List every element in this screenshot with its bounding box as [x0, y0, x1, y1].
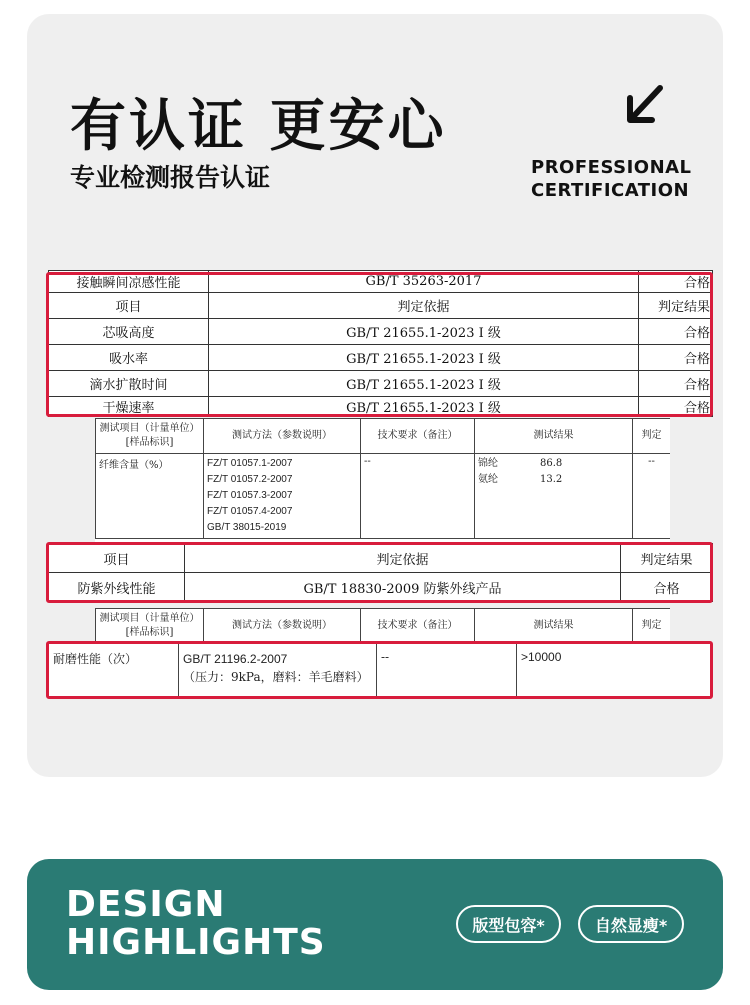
table-row: 芯吸高度 GB/T 21655.1-2023 I 级 合格	[49, 319, 713, 345]
highlight-box-uv	[46, 542, 713, 603]
table-row: 接触瞬间凉感性能 GB/T 35263-2017 合格	[49, 271, 713, 293]
highlight-box-abrasion	[46, 641, 713, 699]
arrow-down-left-icon	[620, 80, 670, 130]
table-row: 纤维含量（%） FZ/T 01057.1-2007 FZ/T 01057.2-2007 FZ/T 01057.3-2007 FZ/T 01057.4-2007 GB/T 38015-2019 -- 锦纶 86.8 氨纶 13.2 --	[96, 454, 671, 539]
table-header-row: 项目 判定依据 判定结果	[49, 293, 713, 319]
table-row: 防紫外线性能 GB/T 18830-2009 防紫外线产品 合格	[49, 573, 713, 602]
table-row: 干燥速率 GB/T 21655.1-2023 I 级 合格	[49, 397, 713, 417]
fiber-content-report	[95, 418, 670, 544]
tag-inclusive-fit: 版型包容*	[456, 905, 561, 943]
page-headline: 有认证 更安心	[70, 94, 447, 159]
table-row: 耐磨性能（次） GB/T 21196.2-2007 （压力：9kPa，磨料：羊毛磨料） -- >10000	[49, 644, 713, 698]
professional-certification-label: PROFESSIONAL CERTIFICATION	[531, 157, 692, 201]
design-highlights-banner	[27, 859, 723, 990]
design-highlights-title: DESIGN HIGHLIGHTS	[66, 884, 326, 963]
highlight-box-cooling	[46, 272, 713, 417]
page-subline: 专业检测报告认证	[70, 163, 271, 192]
table-header-row: 测试项目（计量单位）[样品标识] 测试方法（参数说明） 技术要求（备注） 测试结果 判定	[96, 419, 671, 454]
table-row: 吸水率 GB/T 21655.1-2023 I 级 合格	[49, 345, 713, 371]
abrasion-report-header	[95, 608, 670, 643]
tag-natural-slimming: 自然显瘦*	[578, 905, 684, 943]
table-row: 滴水扩散时间 GB/T 21655.1-2023 I 级 合格	[49, 371, 713, 397]
table-header-row: 项目 判定依据 判定结果	[49, 544, 713, 573]
table-header-row: 测试项目（计量单位）[样品标识] 测试方法（参数说明） 技术要求（备注） 测试结果 判定	[96, 609, 671, 644]
